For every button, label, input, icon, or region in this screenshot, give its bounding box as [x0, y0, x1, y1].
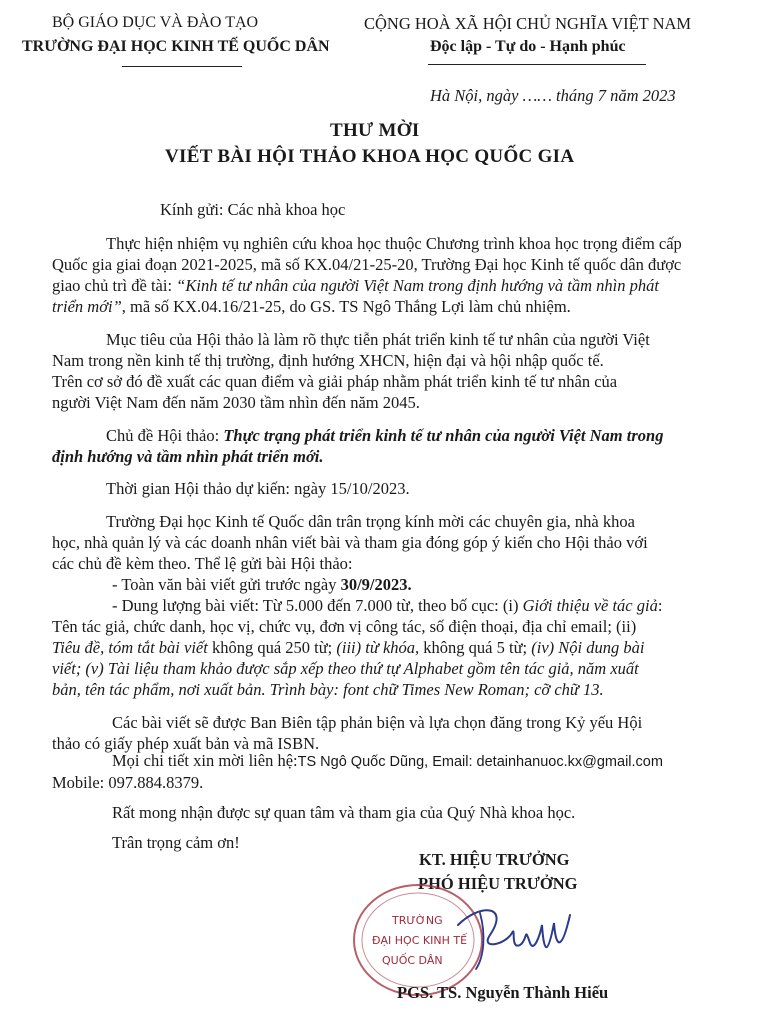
rule-length-line: bản, tên tác phẩm, nơi xuất bản. Trình bày: font chữ Times New Roman; cỡ chữ 13. [52, 680, 604, 699]
rule-length-line: Tiêu đề, tóm tắt bài viết không quá 250 từ; (iii) từ khóa, không quá 5 từ; (iv) Nội dung bài [52, 638, 645, 657]
rule-length-line: viết; (v) Tài liệu tham khảo được sắp xếp theo thứ tự Alphabet gồm tên tác giả, năm xuất [52, 659, 639, 678]
paragraph-3-line: các chủ đề kèm theo. Thể lệ gửi bài Hội thảo: [52, 554, 353, 573]
paragraph-1-line: triển mới”, mã số KX.04.16/21-25, do GS. TS Ngô Thắng Lợi làm chủ nhiệm. [52, 297, 571, 316]
country-name: CỘNG HOÀ XÃ HỘI CHỦ NGHĨA VIỆT NAM [364, 14, 692, 33]
contact-info: TS Ngô Quốc Dũng, Email: detainhanuoc.kx@gmail.com [297, 754, 663, 770]
rule-length-line: - Dung lượng bài viết: Từ 5.000 đến 7.000 từ, theo bố cục: (i) Giới thiệu về tác giả: [112, 596, 663, 615]
paragraph-3-line: học, nhà quản lý và các doanh nhân viết bài và tham gia đóng góp ý kiến cho Hội thảo với [52, 533, 648, 552]
ministry-name: BỘ GIÁO DỤC VÀ ĐÀO TẠO [52, 14, 259, 31]
paragraph-3-line: Trường Đại học Kinh tế Quốc dân trân trọng kính mời các chuyên gia, nhà khoa [106, 512, 635, 531]
signer-title-1: KT. HIỆU TRƯỞNG [419, 850, 570, 869]
contact-line: Mọi chi tiết xin mời liên hệ:TS Ngô Quốc Dũng, Email: detainhanuoc.kx@gmail.com [112, 751, 663, 770]
handwritten-signature [450, 895, 580, 975]
paragraph-4-line: Các bài viết sẽ được Ban Biên tập phản biện và lựa chọn đăng trong Kỷ yếu Hội [112, 713, 643, 732]
letter-date: Hà Nội, ngày …… tháng 7 năm 2023 [430, 86, 676, 105]
stamp-text: TRƯỜNG [392, 914, 443, 927]
rule-deadline: - Toàn văn bài viết gửi trước ngày 30/9/2023. [112, 575, 412, 594]
stamp-text: QUỐC DÂN [382, 954, 443, 967]
paragraph-2-line: Mục tiêu của Hội thảo là làm rõ thực tiễn phát triển kinh tế tư nhân của người Việt [106, 330, 650, 349]
project-title-end: triển mới” [52, 297, 122, 316]
conference-topic: Thực trạng phát triển kinh tế tư nhân của người Việt Nam trong [223, 426, 664, 445]
header-left-underline [122, 66, 242, 67]
university-name: TRƯỜNG ĐẠI HỌC KINH TẾ QUỐC DÂN [22, 38, 330, 55]
paragraph-1-line: giao chủ trì đề tài: “Kinh tế tư nhân của người Việt Nam trong định hướng và tầm nhìn phát [52, 276, 659, 295]
paragraph-1-line: Quốc gia giai đoạn 2021-2025, mã số KX.04/21-25-20, Trường Đại học Kinh tế quốc dân được [52, 255, 682, 274]
project-title: “Kinh tế tư nhân của người Việt Nam trong định hướng và tầm nhìn phát [176, 276, 659, 295]
closing-thanks: Trân trọng cảm ơn! [112, 833, 240, 852]
deadline-date: 30/9/2023. [340, 575, 412, 594]
paragraph-2-line: Trên cơ sở đó đề xuất các quan điểm và giải pháp nhằm phát triển kinh tế tư nhân của [52, 372, 618, 391]
signer-name: PGS. TS. Nguyễn Thành Hiếu [397, 983, 609, 1002]
paragraph-2-line: Nam trong nền kinh tế thị trường, định hướng XHCN, hiện đại và hội nhập quốc tế. [52, 351, 604, 370]
signer-title-2: PHÓ HIỆU TRƯỞNG [418, 874, 578, 893]
mobile-number: Mobile: 097.884.8379. [52, 773, 204, 792]
motto: Độc lập - Tự do - Hạnh phúc [430, 38, 626, 55]
greeting: Kính gửi: Các nhà khoa học [160, 200, 346, 219]
title-line1: THƯ MỜI [330, 120, 420, 141]
rule-length-line: Tên tác giả, chức danh, học vị, chức vụ, đơn vị công tác, số điện thoại, địa chỉ email; (ii) [52, 617, 637, 636]
paragraph-4-line: thảo có giấy phép xuất bản và mã ISBN. [52, 734, 320, 753]
closing-line: Rất mong nhận được sự quan tâm và tham gia của Quý Nhà khoa học. [112, 803, 576, 822]
paragraph-2-line: người Việt Nam đến năm 2030 tầm nhìn đến năm 2045. [52, 393, 420, 412]
conference-topic-line: định hướng và tầm nhìn phát triển mới. [52, 447, 324, 466]
stamp-text: ĐẠI HỌC KINH TẾ [372, 934, 468, 947]
title-line2: VIẾT BÀI HỘI THẢO KHOA HỌC QUỐC GIA [165, 146, 575, 167]
conference-topic-line: Chủ đề Hội thảo: Thực trạng phát triển kinh tế tư nhân của người Việt Nam trong [106, 426, 664, 445]
conference-time: Thời gian Hội thảo dự kiến: ngày 15/10/2023. [106, 479, 410, 498]
paragraph-1-line: Thực hiện nhiệm vụ nghiên cứu khoa học thuộc Chương trình khoa học trọng điểm cấp [106, 234, 682, 253]
header-right-underline [428, 64, 646, 65]
